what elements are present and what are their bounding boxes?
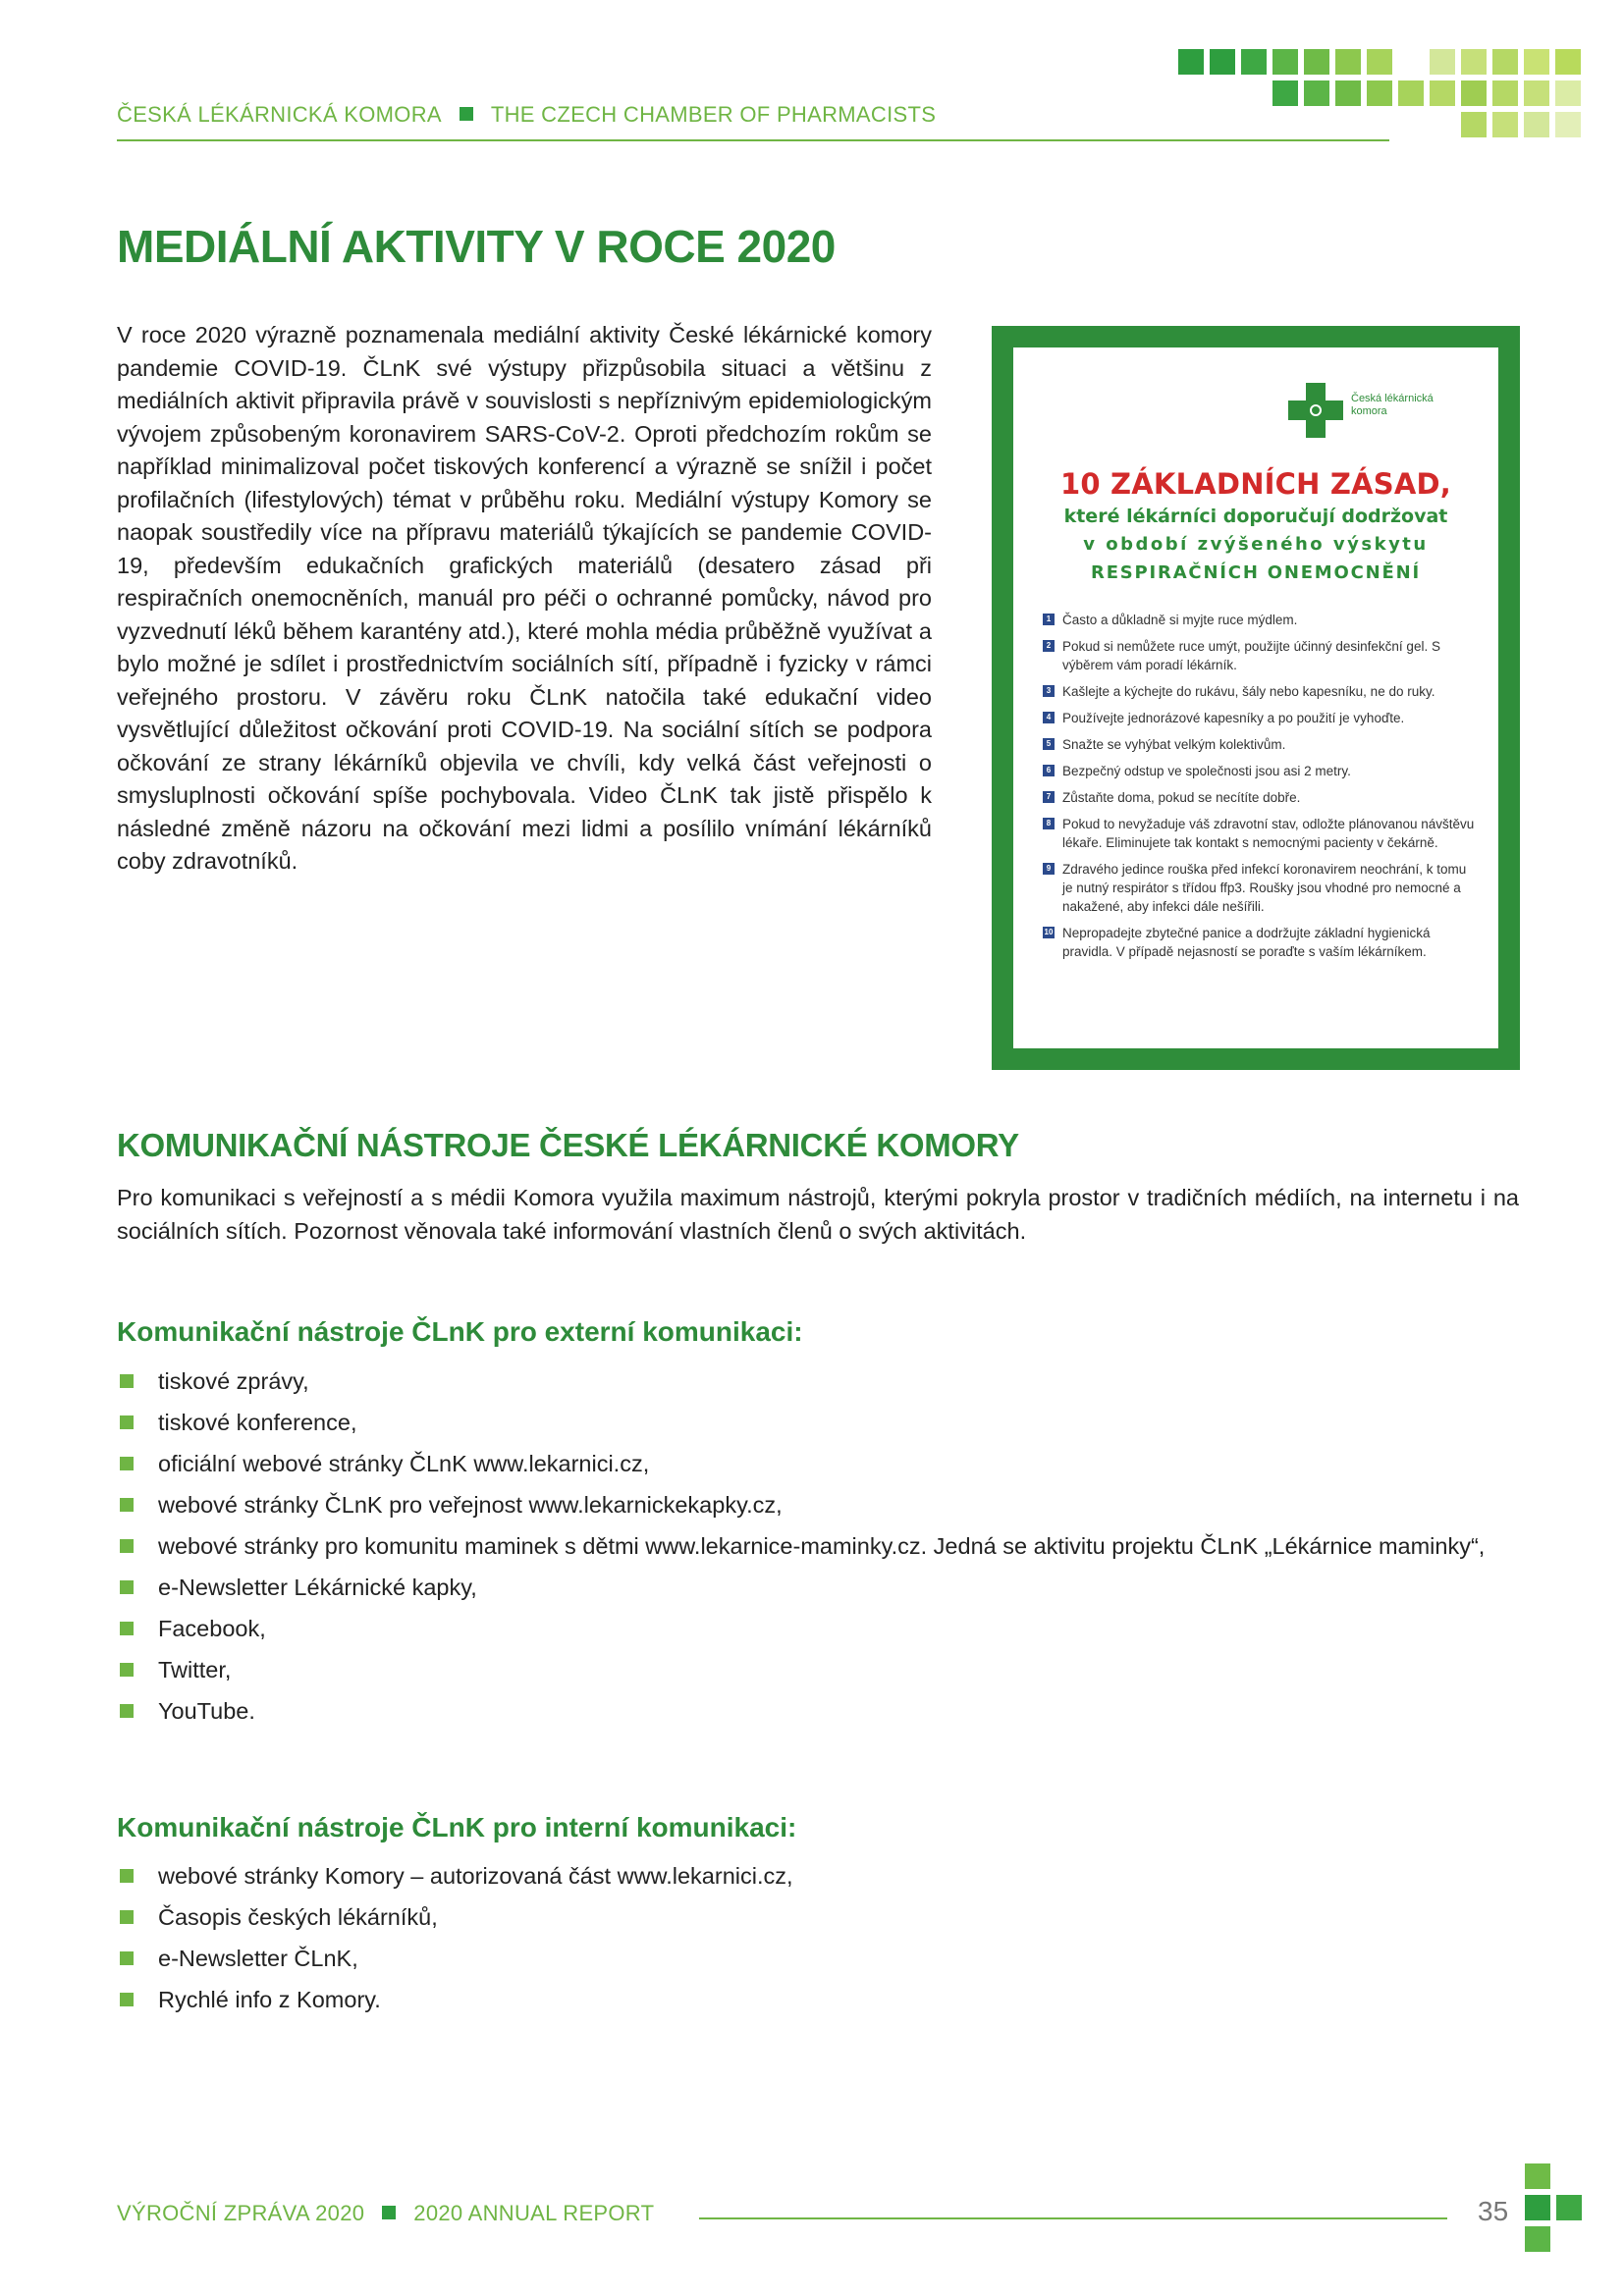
poster-rule: 10 Nepropadejte zbytečné panice a dodržujte základní hygienická pravidla. V případě nejasností se poraďte s vaším lékárníkem.: [1044, 926, 1431, 959]
rule-number-badge: 10: [1044, 928, 1054, 936]
footer-separator-square: [382, 2206, 396, 2219]
rule-number-badge: 3: [1043, 685, 1055, 697]
header-org-en: THE CZECH CHAMBER OF PHARMACISTS: [490, 102, 937, 127]
running-header: [117, 102, 936, 128]
bullet-square-icon: [120, 1951, 134, 1965]
running-footer: [117, 2201, 654, 2226]
poster-rule: 9 Zdravého jedince rouška před infekcí koronavirem neochrání, k tomu je nutný respirátor s třídou ffp3. Roušky jsou vhodné pro nemocné a nakažené, aby infekci dále nešířili.: [1043, 860, 1475, 916]
header-decorative-squares: [1178, 49, 1591, 142]
poster-rule: 1 Často a důkladně si myjte ruce mýdlem.: [1043, 611, 1475, 629]
header-org-cz: ČESKÁ LÉKÁRNICKÁ KOMORA: [117, 102, 442, 127]
bullet-square-icon: [120, 1910, 134, 1924]
list-item: Facebook,: [117, 1616, 1521, 1642]
internal-tools-list: [117, 1863, 1521, 2028]
bullet-square-icon: [120, 1415, 134, 1429]
list-item: webové stránky ČLnK pro veřejnost www.lekarnickekapky.cz,: [117, 1492, 1521, 1519]
poster-rule: 7 Zůstaňte doma, pokud se necítíte dobře.: [1043, 788, 1475, 807]
list-item: oficiální webové stránky ČLnK www.lekarnici.cz,: [117, 1451, 1521, 1477]
bullet-square-icon: [120, 1457, 134, 1470]
poster-rule: 6 Bezpečný odstup ve společnosti jsou asi 2 metry.: [1043, 762, 1475, 780]
poster-rule: 4 Používejte jednorázové kapesníky a po použití je vyhoďte.: [1043, 709, 1475, 727]
rule-number-badge: 6: [1043, 765, 1055, 776]
page-title: MEDIÁLNÍ AKTIVITY V ROCE 2020: [117, 221, 836, 272]
poster-rule: 5 Snažte se vyhýbat velkým kolektivům.: [1043, 735, 1475, 754]
internal-tools-heading: Komunikační nástroje ČLnK pro interní komunikaci:: [117, 1812, 797, 1842]
page-number: 35: [1478, 2196, 1509, 2226]
footer-report-en: 2020 ANNUAL REPORT: [413, 2201, 655, 2225]
poster-rule: 3 Kašlejte a kýchejte do rukávu, šály nebo kapesníku, ne do ruky.: [1043, 682, 1475, 701]
list-item: webové stránky Komory – autorizovaná část www.lekarnici.cz,: [117, 1863, 1521, 1890]
footer-report-cz: VÝROČNÍ ZPRÁVA 2020: [117, 2201, 365, 2225]
footer-rule: [699, 2217, 1447, 2219]
list-item: e-Newsletter ČLnK,: [117, 1946, 1521, 1972]
rule-number-badge: 1: [1043, 614, 1055, 625]
poster-rule: 2 Pokud si nemůžete ruce umýt, použijte účinný desinfekční gel. S výběrem vám poradí lékárník.: [1043, 637, 1475, 674]
list-item: Twitter,: [117, 1657, 1521, 1683]
bullet-square-icon: [120, 1622, 134, 1635]
list-item: tiskové konference,: [117, 1410, 1521, 1436]
bullet-square-icon: [120, 1498, 134, 1512]
poster-subtitle-1: které lékárníci doporučují dodržovat: [1063, 506, 1448, 527]
intro-paragraph: V roce 2020 výrazně poznamenala mediální aktivity České lékárnické komory pandemie COVID-19. ČLnK své výstupy přizpůsobila situaci a většinu z mediálních aktivit připravila právě v souvislosti s nepříznivým epidemiologickým vývojem způsobeným koronavirem SARS-CoV-2. Oproti předchozím rokům se například minimalizoval počet tiskových konferencí a výrazně se snížil i počet profilačních (lifestylových) témat v průběhu roku. Mediální výstupy Komory se naopak soustředily více na přípravu materiálů týkajících se pandemie COVID-19, především edukačních grafických materiálů (desatero zásad při respiračních onemocněních, manuál pro péči o ochranné pomůcky, návod pro vyzvednutí léků během karantény atd.), které mohla média průběžně využívat a bylo možné je sdílet i prostřednictvím sociálních sítí, případně i fyzicky v rámci veřejného prostoru. V závěru roku ČLnK natočila také edukační video vysvětlující důležitost očkování proti COVID-19. Na sociální sítích se podpora očkování ze strany lékárníků objevila ve chvíli, kdy velká část veřejnosti o smysluplnosti očkování spíše pochybovala. Video ČLnK tak jistě přispělo k následné změně názoru na očkování mezi lidmi a posílilo vnímání lékárníků coby zdravotníků.: [117, 322, 932, 874]
list-item: YouTube.: [117, 1698, 1521, 1725]
external-tools-list: [117, 1368, 1521, 1739]
poster-rule: 8 Pokud to nevyžaduje váš zdravotní stav, odložte plánovanou návštěvu lékaře. Eliminujete tak kontakt s nemocnými pacienty v čekárně.: [1043, 815, 1475, 852]
list-item: webové stránky pro komunitu maminek s dětmi www.lekarnice-maminky.cz. Jedná se aktivitu projektu ČLnK „Lékárnice maminky“,: [117, 1533, 1521, 1560]
pharmacy-cross-icon: [1288, 383, 1343, 438]
bullet-square-icon: [120, 1663, 134, 1677]
rule-number-badge: 5: [1043, 738, 1055, 750]
poster-logo: [1288, 383, 1461, 438]
rule-number-badge: 4: [1043, 712, 1055, 723]
poster-content: [1013, 347, 1498, 1048]
bullet-square-icon: [120, 1374, 134, 1388]
rule-number-badge: 9: [1043, 863, 1055, 875]
list-item: Časopis českých lékárníků,: [117, 1904, 1521, 1931]
bullet-square-icon: [120, 1539, 134, 1553]
rule-number-badge: 7: [1043, 791, 1055, 803]
footer-decorative-squares: [1525, 2163, 1613, 2262]
poster-rules-list: [1043, 611, 1475, 969]
poster-subtitle-2: v období zvýšeného výskytu: [1083, 534, 1429, 555]
header-separator-square: [460, 107, 473, 121]
rule-number-badge: 2: [1043, 640, 1055, 652]
rule-number-badge: 8: [1043, 818, 1055, 829]
section-heading: KOMUNIKAČNÍ NÁSTROJE ČESKÉ LÉKÁRNICKÉ KOMORY: [117, 1127, 1019, 1163]
list-item: tiskové zprávy,: [117, 1368, 1521, 1395]
bullet-square-icon: [120, 1993, 134, 2006]
bullet-square-icon: [120, 1580, 134, 1594]
bullet-square-icon: [120, 1704, 134, 1718]
bullet-square-icon: [120, 1869, 134, 1883]
covid-rules-poster: [992, 326, 1520, 1070]
poster-subtitle-3: RESPIRAČNÍCH ONEMOCNĚNÍ: [1091, 562, 1421, 583]
list-item: Rychlé info z Komory.: [117, 1987, 1521, 2013]
poster-title: 10 ZÁKLADNÍCH ZÁSAD,: [1060, 467, 1451, 501]
external-tools-heading: Komunikační nástroje ČLnK pro externí komunikaci:: [117, 1316, 803, 1347]
poster-logo-text: Česká lékárnická komora: [1351, 393, 1434, 417]
list-item: e-Newsletter Lékárnické kapky,: [117, 1575, 1521, 1601]
section-paragraph: Pro komunikaci s veřejností a s médii Komora využila maximum nástrojů, kterými pokryla prostor v tradičních médiích, na internetu i na sociálních sítích. Pozornost věnovala také informování vlastních členů o svých aktivitách.: [117, 1185, 1519, 1244]
